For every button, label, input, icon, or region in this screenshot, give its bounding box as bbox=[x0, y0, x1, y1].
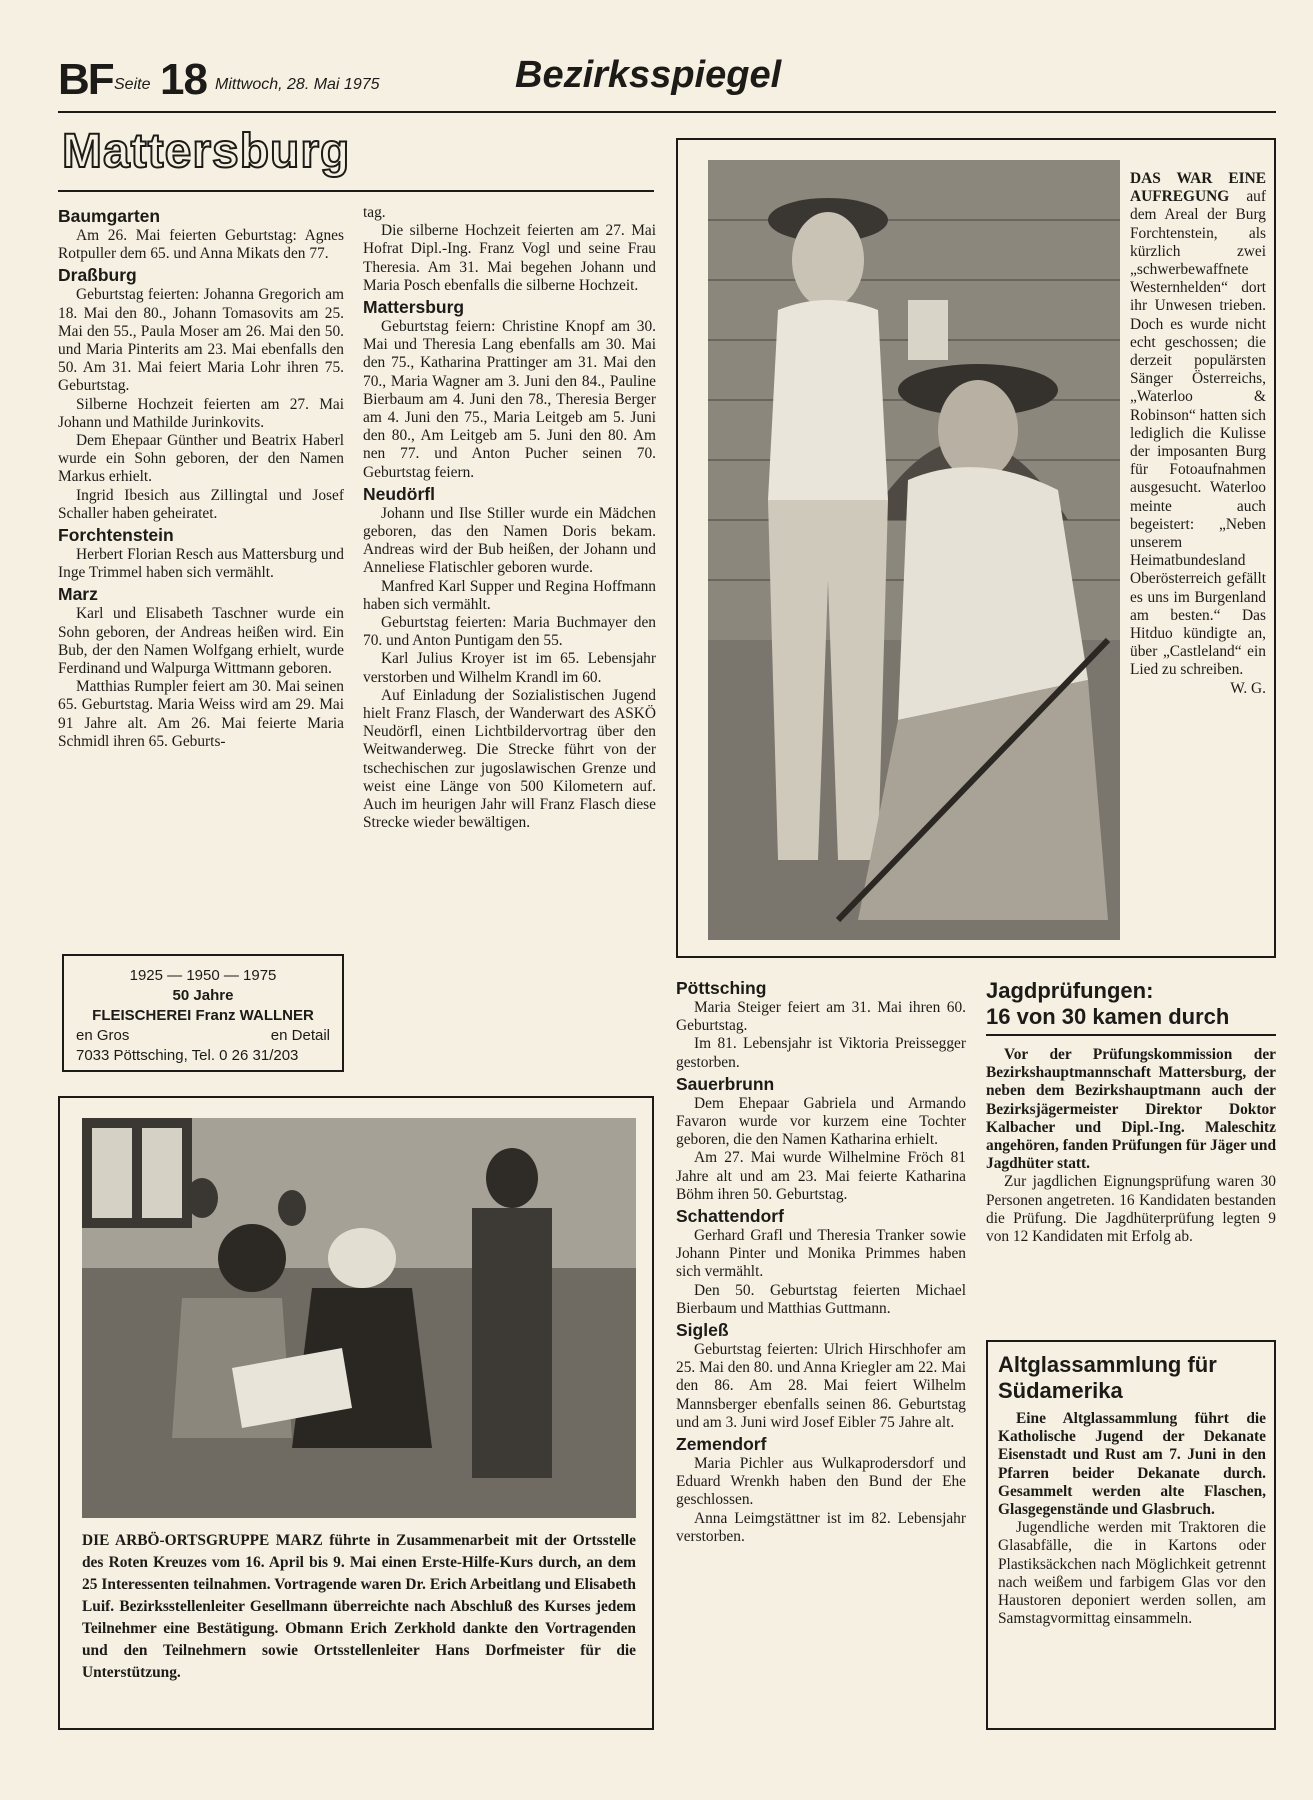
text-drassburg-4: Ingrid Ibesich aus Zillingtal und Josef Schaller haben geheiratet. bbox=[58, 486, 344, 522]
hunt-rule bbox=[986, 1034, 1276, 1036]
photo-story-caption bbox=[1130, 170, 1266, 698]
heading-neudoerfl: Neudörfl bbox=[363, 483, 435, 504]
heading-sauerbrunn: Sauerbrunn bbox=[676, 1073, 775, 1094]
ad-address: 7033 Pöttsching, Tel. 0 26 31/203 bbox=[76, 1047, 299, 1064]
text-mattersburg-1: Geburtstag feiern: Christine Knopf am 30. Mai und Theresia Lang ebenfalls am 30. Mai den 75., Katharina Prattinger am 31. Mai den 70., Maria Wagner am 3. Juni den 84., Pauline Bierbaum am 4. Juni den 78., Theresia Berger am 4. Juni den 75., Maria Leitgeb am 5. Juni den 80., Am Leitgeb am 5. Juni den 80. Am nen 77. und Anton Pucher seinen 70. Geburtstag feiern. bbox=[363, 318, 656, 481]
first-aid-photo-illustration bbox=[82, 1118, 636, 1518]
glass-headline-1: Altglassammlung für bbox=[998, 1352, 1217, 1377]
glass-headline-2: Südamerika bbox=[998, 1378, 1123, 1403]
text-zemendorf-1: Maria Pichler aus Wulkaprodersdorf und Eduard Wrenkh haben den Bund der Ehe geschlossen. bbox=[676, 1455, 966, 1509]
ad-gros: en Gros bbox=[76, 1027, 130, 1044]
masthead-rule bbox=[58, 111, 1276, 113]
text-schattendorf-1: Gerhard Grafl und Theresia Tranker sowie Johann Pinter und Monika Primmes haben sich vermählt. bbox=[676, 1227, 966, 1281]
heading-schattendorf: Schattendorf bbox=[676, 1206, 784, 1227]
arboe-caption bbox=[82, 1530, 636, 1684]
glass-headline bbox=[998, 1352, 1268, 1404]
caption-body: auf dem Areal der Burg Forchtenstein, als kürzlich zwei „schwerbewaffnete Westernhelden“ dort ihr Unwesen trieben. Doch es wurde nicht echt geschossen; die derzeit populärsten Sänger Österreichs, „Waterloo & Robinson“ hatten sich lediglich die Kulisse der imposanten Burg für Fotoaufnahmen ausgesucht. Waterloo meinte auch begeistert: „Neben unserem Heimatbundesland Oberösterreich gefällt es uns im Burgenland am besten.“ Das Hitduo kündigte an, über „Castleland“ ein Lied zu schreiben. bbox=[1130, 188, 1266, 679]
western-photo bbox=[708, 160, 1120, 940]
heading-drassburg: Draßburg bbox=[58, 265, 137, 286]
text-neudoerfl-1: Johann und Ilse Stiller wurde ein Mädchen geboren, das den Namen Doris bekam. Andreas wird der Bub heißen, der Johann und Anneliese Flatischler geboren wurde. bbox=[363, 504, 656, 577]
column-1 bbox=[58, 204, 344, 751]
column-2 bbox=[363, 204, 656, 833]
issue-date: Mittwoch, 28. Mai 1975 bbox=[215, 76, 380, 93]
heading-baumgarten: Baumgarten bbox=[58, 206, 161, 226]
text-poettsching-2: Im 81. Lebensjahr ist Viktoria Preissegger gestorben. bbox=[676, 1035, 966, 1071]
hunt-body: Zur jagdlichen Eignungsprüfung waren 30 Personen angetreten. 16 Kandidaten bestanden die Prüfung. Die Jagdhüterprüfung legten 9 von 12 Kandidaten mit Erfolg ab. bbox=[986, 1173, 1276, 1246]
hunt-headline-2: 16 von 30 kamen durch bbox=[986, 1004, 1230, 1029]
text-forchtenstein-1: Herbert Florian Resch aus Mattersburg und Inge Trimmel haben sich vermählt. bbox=[58, 546, 344, 582]
text-zemendorf-2: Anna Leimgstättner ist im 82. Lebensjahr verstorben. bbox=[676, 1509, 966, 1545]
ad-trade-row bbox=[76, 1026, 330, 1046]
page-label: Seite bbox=[114, 76, 151, 93]
text-marz-2: Matthias Rumpler feiert am 30. Mai seinen 65. Geburtstag. Maria Weiss wird am 29. Mai 91 Jahre alt. Am 26. Mai feierte Maria Schmidl ihren 65. Geburts- bbox=[58, 678, 344, 750]
ad-jubilee: 50 Jahre bbox=[172, 987, 234, 1004]
ad-years: 1925 — 1950 — 1975 bbox=[129, 967, 277, 984]
text-sigless-1: Geburtstag feierten: Ulrich Hirschhofer am 25. Mai den 80. und Anna Kriegler am 22. Mai den 86. Am 28. Mai feiert Wilhelm Mannsberger ebenfalls seinen 86. Geburtstag und am 3. Juni wird Josef Eibler 75 Jahre alt. bbox=[676, 1341, 966, 1431]
text-drassburg-2: Silberne Hochzeit feierten am 27. Mai Johann und Mathilde Jurinkovits. bbox=[58, 395, 344, 431]
caption-signature: W. G. bbox=[1230, 679, 1266, 697]
heading-marz: Marz bbox=[58, 584, 98, 605]
ad-detail: en Detail bbox=[270, 1027, 330, 1044]
heading-zemendorf: Zemendorf bbox=[676, 1434, 767, 1455]
text-continued: tag. bbox=[363, 204, 386, 221]
glass-body: Jugendliche werden mit Traktoren die Glasabfälle, die in Kartons oder Plastiksäckchen nach Möglichkeit getrennt nach weißem und farbigem Glas vor den Haustoren deponiert werden sollen, am Samstagvormittag einsammeln. bbox=[998, 1519, 1266, 1628]
hunt-lead: Vor der Prüfungskommission der Bezirkshauptmannschaft Mattersburg, der neben dem Bezirkshauptmann auch der Bezirksjägermeister Direktor Doktor Kalbacher und Dipl.-Ing. Maleschitz angehören, fanden Prüfungen für Jäger und Jagdhüter statt. bbox=[986, 1046, 1276, 1173]
text-sauerbrunn-2: Am 27. Mai wurde Wilhelmine Fröch 81 Jahre alt und am 23. Mai feierte Katharina Böhm ihren 50. Geburtstag. bbox=[676, 1149, 966, 1203]
text-marz-1: Karl und Elisabeth Taschner wurde ein Sohn geboren, der Andreas heißen wird. Ein Bub, der den Namen Wolfgang erhielt, wurde Ferdinand und Walpurga Wittmann geboren. bbox=[58, 605, 344, 678]
text-neudoerfl-5: Auf Einladung der Sozialistischen Jugend hielt Franz Flasch, der Wanderwart des ASKÖ Neudörfl, einen Lichtbildervortrag über den Weitwanderweg. Die Strecke führt von der tschechischen zur jugoslawischen Grenze und weist eine Länge von 500 Kilometern auf. Auch im heurigen Jahr will Franz Flasch diese Strecke wieder bewältigen. bbox=[363, 686, 656, 832]
heading-sigless: Sigleß bbox=[676, 1320, 729, 1341]
text-neudoerfl-4: Karl Julius Kroyer ist im 65. Lebensjahr verstorben und Wilhelm Krandl im 60. bbox=[363, 650, 656, 686]
text-sauerbrunn-1: Dem Ehepaar Gabriela und Armando Favaron wurde vor kurzem eine Tochter geboren, die den Namen Katharina erhielt. bbox=[676, 1094, 966, 1149]
district-title: Mattersburg bbox=[62, 125, 351, 178]
text-poettsching-1: Maria Steiger feiert am 31. Mai ihren 60. Geburtstag. bbox=[676, 999, 966, 1035]
heading-forchtenstein: Forchtenstein bbox=[58, 525, 174, 546]
heading-mattersburg: Mattersburg bbox=[363, 297, 465, 318]
text-drassburg-3: Dem Ehepaar Günther und Beatrix Haberl wurde ein Sohn geboren, der den Namen Markus erhielt. bbox=[58, 432, 344, 486]
hunt-article bbox=[986, 1046, 1276, 1246]
western-photo-illustration bbox=[708, 160, 1120, 940]
district-rule bbox=[58, 190, 654, 192]
text-neudoerfl-2: Manfred Karl Supper und Regina Hoffmann haben sich vermählt. bbox=[363, 577, 656, 613]
first-aid-photo bbox=[82, 1118, 636, 1518]
text-silver-wedding: Die silberne Hochzeit feierten am 27. Mai Hofrat Dipl.-Ing. Franz Vogl und seine Frau Theresia. Am 31. Mai begehen Johann und Maria Posch ebenfalls die silberne Hochzeit. bbox=[363, 222, 656, 294]
glass-lead: Eine Altglassammlung führt die Katholische Jugend der Dekanate Eisenstadt und Rust am 7. Juni in den Pfarren beider Dekanate durch. Gesammelt werden alte Flaschen, Glasgegenstände und Glasbruch. bbox=[998, 1410, 1266, 1519]
masthead-logo: BF bbox=[58, 55, 113, 104]
glass-article bbox=[998, 1410, 1266, 1628]
hunt-headline-1: Jagdprüfungen: bbox=[986, 978, 1154, 1003]
butcher-ad bbox=[62, 954, 344, 1072]
ad-company: FLEISCHEREI Franz WALLNER bbox=[92, 1007, 314, 1024]
heading-poettsching: Pöttsching bbox=[676, 978, 767, 998]
text-baumgarten-1: Am 26. Mai feierten Geburtstag: Agnes Rotpuller dem 65. und Anna Mikats den 77. bbox=[58, 227, 344, 263]
column-3 bbox=[676, 976, 966, 1546]
hunt-headline bbox=[986, 978, 1276, 1030]
arboe-caption-text: DIE ARBÖ-ORTSGRUPPE MARZ führte in Zusammenarbeit mit der Ortsstelle des Roten Kreuzes vom 16. April bis 9. Mai einen Erste-Hilfe-Kurs durch, an dem 25 Interessenten teilnahmen. Vortragende waren Dr. Erich Arbeitlang und Elisabeth Luif. Bezirksstellenleiter Gesellmann überreichte nach Abschluß des Kurses jedem Teilnehmer eine Bestätigung. Obmann Erich Zerkhold dankte den Vortragenden und den Teilnehmern sowie Ortsstellenleiter Hans Dorfmeister für die Unterstützung. bbox=[82, 1532, 636, 1681]
text-neudoerfl-3: Geburtstag feierten: Maria Buchmayer den 70. und Anton Puntigam den 55. bbox=[363, 614, 656, 650]
text-drassburg-1: Geburtstag feierten: Johanna Gregorich am 18. Mai den 80., Johann Tomasovits am 25. Mai den 55., Paula Moser am 26. Mai den 50. und Maria Pinterits am 23. Mai ebenfalls den 50. Am 31. Mai feiert Maria Lohr ihren 75. Geburtstag. bbox=[58, 286, 344, 395]
text-schattendorf-2: Den 50. Geburtstag feierten Michael Bierbaum und Matthias Guttmann. bbox=[676, 1281, 966, 1317]
page-number: 18 bbox=[160, 55, 207, 104]
caption-lead: DAS WAR EINE AUFREGUNG bbox=[1130, 170, 1266, 206]
section-title: Bezirksspiegel bbox=[515, 54, 782, 96]
